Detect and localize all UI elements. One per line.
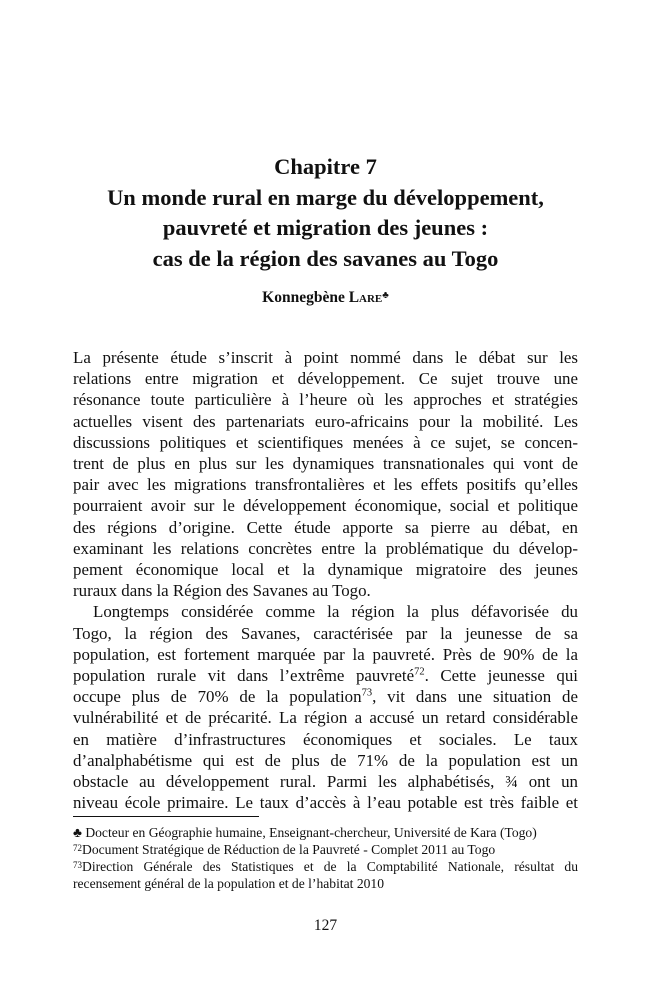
text-line: trent de plus en plus sur les dynamiques transnationales qui vont de [73,454,578,474]
chapter-title-line-3: cas de la région des savanes au Togo [152,245,499,271]
text-line: des régions d’origine. Cette étude apporte sa pierre au débat, en [73,517,578,537]
text-line: vulnérabilité et de précarité. La région a accusé un retard considérable [73,708,578,728]
text-line: relations entre migration et développement. Ce sujet trouve une [73,369,578,389]
chapter-title-line-1: Un monde rural en marge du développement, [107,184,544,210]
text-line: ruraux dans la Région des Savanes au Togo. [73,581,371,601]
text-line: niveau école primaire. Le taux d’accès à l’eau potable est très faible et [73,793,578,813]
text-line: d’analphabétisme qui est de plus de 71% de la population est un [73,750,578,770]
footnote-72: $^{72}$Document Stratégique de Réduction de la Pauvreté - Complet 2011 au Togo [73,842,496,857]
footnote-ref-73[interactable]: 73 [361,687,373,699]
text-line: Longtemps considérée comme la région la plus défavorisée du [93,602,578,622]
author-first-name: Konnegbène [262,289,345,306]
club-footnote-icon[interactable]: ♣ [382,290,389,301]
author-byline [73,288,578,308]
text-line: résonance toute particulière à l’heure où les approches et stratégies [73,390,578,410]
text-line: pourraient avoir sur le développement économique, social et politique [73,496,578,516]
text-line: obstacle au développement rural. Parmi les alphabétisés, ¾ ont un [73,772,578,792]
chapter-title-line-2: pauvreté et migration des jeunes : [162,215,489,240]
paragraph-1 [73,347,578,601]
text-line: pair avec les migrations transfrontalières et les effets positifs qu’elles [73,475,578,495]
text-line: actuelles visent des partenariats euro-africains pour la mobilité. Les [73,411,578,431]
footnote-ref-72[interactable]: 72 [414,666,425,678]
footnote-author: ♣ Docteur en Géographie humaine, Enseignant-chercheur, Université de Kara (Togo) [73,825,537,840]
footnote-73: $^{73}$Direction Générale des Statistiques et de la Comptabilité Nationale, résultat du [73,859,578,874]
author-last-name: Lare [348,289,383,306]
text-line: en matière d’infrastructures économiques et sociales. Le taux [73,729,578,749]
footnote-73-continued: recensement général de la population et de l’habitat 2010 [73,876,385,891]
text-line: La présente étude s’inscrit à point nommé dans le débat sur les [73,348,578,367]
paragraph-2 [73,601,578,813]
footnote-separator [73,816,259,817]
text-line: Togo, la région des Savanes, caractérisée par la jeunesse de sa [73,623,578,643]
text-line: examinant les relations concrètes entre la problématique du dévelop- [73,538,578,558]
footnote-marker-72: 72 [73,843,82,853]
page-number: 127 [313,917,338,934]
club-icon: ♣ [73,825,82,840]
text-line: pement économique local et la dynamique migratoire des jeunes [73,560,578,580]
text-line-with-ref-73: occupe plus de 70% de la population$^{73}$, vit dans une situation de [73,687,578,707]
text-line-with-ref-72: population rurale vit dans l’extrême pauvreté$^{72}$. Cette jeunesse qui [73,666,579,686]
chapter-heading [73,152,578,274]
footnote-marker-73: 73 [73,860,82,870]
text-line: population, est fortement marquée par la pauvreté. Près de 90% de la [73,644,578,664]
text-line: discussions politiques et scientifiques menées à ce sujet, se concen- [73,432,578,452]
body-text [73,347,578,813]
footnotes [73,824,578,892]
chapter-number: Chapitre 7 [274,154,377,179]
